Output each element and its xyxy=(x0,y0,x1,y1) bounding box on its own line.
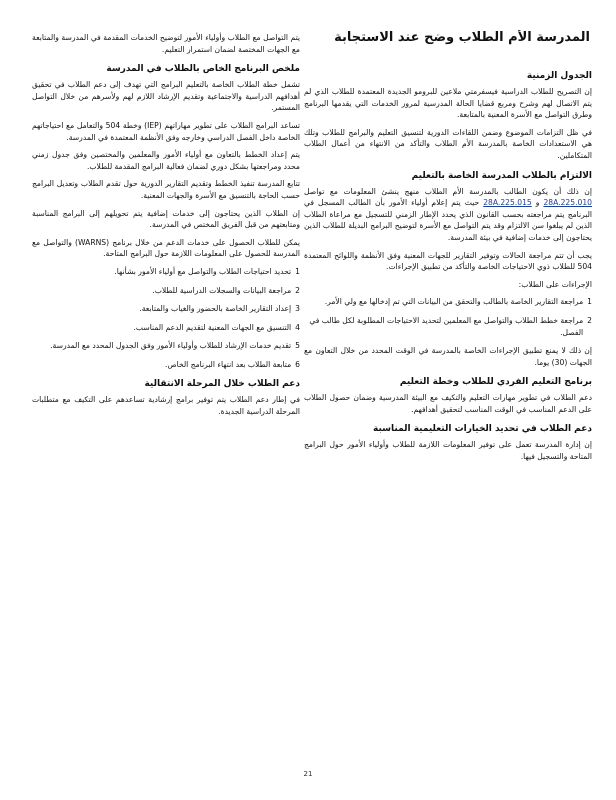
list-item xyxy=(32,285,300,297)
list-item xyxy=(32,303,300,315)
list-item xyxy=(304,315,592,338)
section-heading: دعم الطلاب خلال المرحلة الانتقالية xyxy=(144,379,300,390)
page-number: 21 xyxy=(303,770,313,778)
section-heading: برنامج التعليم الفردي للطلاب وخطة التعليم xyxy=(399,377,592,388)
paragraph: إن ذلك لا يمنع تطبيق الإجراءات الخاصة بالمدرسة في الوقت المحدد من خلال التعاون مع الجهات (30) يوما. xyxy=(304,346,592,367)
list-text: تقديم خدمات الإرشاد للطلاب وأولياء الأمور وفق الجدول المحدد مع المدرسة. xyxy=(50,341,292,351)
paragraph: إن إدارة المدرسة تعمل على توفير المعلومات اللازمة للطلاب وأولياء الأمور حول البرامج المتاحة والتسجيل فيها. xyxy=(304,440,592,462)
list-text: التنسيق مع الجهات المعنية لتقديم الدعم المناسب. xyxy=(133,322,292,332)
paragraph: دعم الطلاب في تطوير مهارات التعليم والتكيف مع البيئة المدرسية وضمان حصول الطلاب على الدعم المناسب في الوقت المناسب لتحقيق أهدافهم. xyxy=(304,393,592,414)
list-text: تحديد احتياجات الطلاب والتواصل مع أولياء الأمور بشأنها. xyxy=(114,266,292,276)
list-number: 1 xyxy=(295,266,300,276)
right-column xyxy=(304,62,592,770)
paragraph-text: إن ذلك أن يكون الطالب بالمدرسة الأم الطلاب منهج ينشئ المعلومات مع تواصل xyxy=(304,186,592,196)
list-text: مراجعة خطط الطلاب والتواصل مع المعلمين لتحديد الاحتياجات المطلوبة لكل طالب في الفصل. xyxy=(309,315,584,337)
paragraph: في ظل التزامات الموضوع وضمن اللقاءات الدورية لتنسيق التعليم والبرامج للطلاب وتلك هي الاستعدادات الخاصة بالمدرسة الأم الطلاب والتأكد من الانتهاء من أعمال الطلاب المتكاملين. xyxy=(304,127,592,160)
paragraph: يتم إعداد الخطط بالتعاون مع أولياء الأمور والمعلمين والمختصين وفق جدول زمني محدد ومراجعتها بشكل دوري لضمان فعالية البرامج المقدمة للطلاب. xyxy=(32,150,300,171)
list-number: 5 xyxy=(295,341,300,351)
list-number: 2 xyxy=(587,315,592,325)
list-item xyxy=(32,340,300,352)
list-number: 2 xyxy=(295,285,300,295)
list-intro: الإجراءات على الطلاب: xyxy=(518,279,592,289)
list-item xyxy=(32,266,300,278)
paragraph: يجب أن تتم مراجعة الحالات وتوفير التقارير للجهات المعنية وفق الأنظمة واللوائح المعتمدة 504 للطلاب ذوي الاحتياجات الخاصة والتأكد من تطبيق الإجراءات. xyxy=(304,250,592,272)
left-column xyxy=(32,32,300,762)
list-number: 1 xyxy=(587,297,592,307)
list-item xyxy=(304,296,592,308)
list-number: 3 xyxy=(295,304,300,314)
numbered-list xyxy=(304,296,592,338)
rcw-link-1[interactable]: 28A.225.010 xyxy=(543,198,592,208)
list-text: مراجعة البيانات والسجلات الدراسية للطلاب. xyxy=(152,285,292,295)
numbered-list xyxy=(32,266,300,371)
list-text: مراجعة التقارير الخاصة بالطالب والتحقق من البيانات التي تم إدخالها مع ولي الأمر. xyxy=(324,297,584,307)
paragraph: يمكن للطلاب الحصول على خدمات الدعم من خلال برنامج (WARNS) والتواصل مع المدرسة للحصول على المعلومات اللازمة حول البرامج المتاحة. xyxy=(32,237,300,259)
list-number: 4 xyxy=(295,322,300,332)
paragraph: إن التصريح للطلاب الدراسية فيسفرمتي ملاعين للبرومو الجديدة المعتمدة للطلاب الذي لم يتم الاتصال لهم وشرح ومربع قضايا الحالة المدرسية لمرور الخدمات التي يقدمها البرنامج وطرق التواصل مع الأسرة المعنية بالمتابعة. xyxy=(304,87,592,120)
paragraph-text: و xyxy=(535,198,540,208)
paragraph-text: حيث يتم إعلام أولياء الأمور بأن الطالب المسجل في البرنامج يتم مراجعته بحسب القانون الذي يحدد الإطار الزمني للتسجيل مع مراعاة الطلاب الذين لم يبلغوا سن الالتزام وقد يتم التواصل مع الأسرة لتوضيح البرامج البديلة للطلاب الذين يحتاجون إلى خدمات إضافية في بيئة المدرسة. xyxy=(304,198,592,242)
list-item xyxy=(32,322,300,334)
paragraph: يتم التواصل مع الطلاب وأولياء الأمور لتوضيح الخدمات المقدمة في المدرسة والمتابعة مع الجهات المختصة لضمان استمرار التعليم. xyxy=(32,33,300,54)
section-heading: الالتزام بالطلاب المدرسة الخاصة بالتعليم xyxy=(411,170,592,181)
list-text: متابعة الطلاب بعد انتهاء البرنامج الخاص. xyxy=(165,359,292,369)
section-heading: دعم الطلاب في تحديد الخيارات التعليمية المناسبة xyxy=(373,424,592,435)
rcw-link-2[interactable]: 28A.225.015 xyxy=(483,198,532,208)
section-heading: ملخص البرنامج الخاص بالطلاب في المدرسة xyxy=(106,64,300,75)
list-text: إعداد التقارير الخاصة بالحضور والغياب والمتابعة. xyxy=(139,304,292,314)
paragraph-with-links xyxy=(304,186,592,244)
list-number: 6 xyxy=(295,359,300,369)
paragraph: تتابع المدرسة تنفيذ الخطط وتقديم التقارير الدورية حول تقدم الطلاب وتعديل البرامج حسب الحاجة بالتنسيق مع الأسرة والجهات المعنية. xyxy=(32,179,300,200)
paragraph: تشمل خطة الطلاب الخاصة بالتعليم البرامج التي تهدف إلى دعم الطلاب في تحقيق أهدافهم الدراسية والاجتماعية وتقديم الإرشاد اللازم لهم ولأسرهم من خلال التواصل المستمر. xyxy=(32,80,300,113)
paragraph: في إطار دعم الطلاب يتم توفير برامج إرشادية تساعدهم على التكيف مع متطلبات المرحلة الدراسية الجديدة. xyxy=(32,395,300,417)
paragraph: إن الطلاب الذين يحتاجون إلى خدمات إضافية يتم تحويلهم إلى البرامج المناسبة ومتابعتهم من قبل الفريق المختص في المدرسة. xyxy=(32,208,300,230)
list-item xyxy=(32,359,300,371)
section-heading: الجدول الزمنية xyxy=(526,71,592,81)
paragraph: تساعد البرامج الطلاب على تطوير مهاراتهم (IEP) وخطة 504 والتعامل مع احتياجاتهم الخاصة داخل الفصل الدراسي وخارجه وفق الأنظمة المعتمدة في المدرسة. xyxy=(32,120,300,142)
page-title: المدرسة الأم الطلاب وضح عند الاستجابة xyxy=(334,30,590,45)
